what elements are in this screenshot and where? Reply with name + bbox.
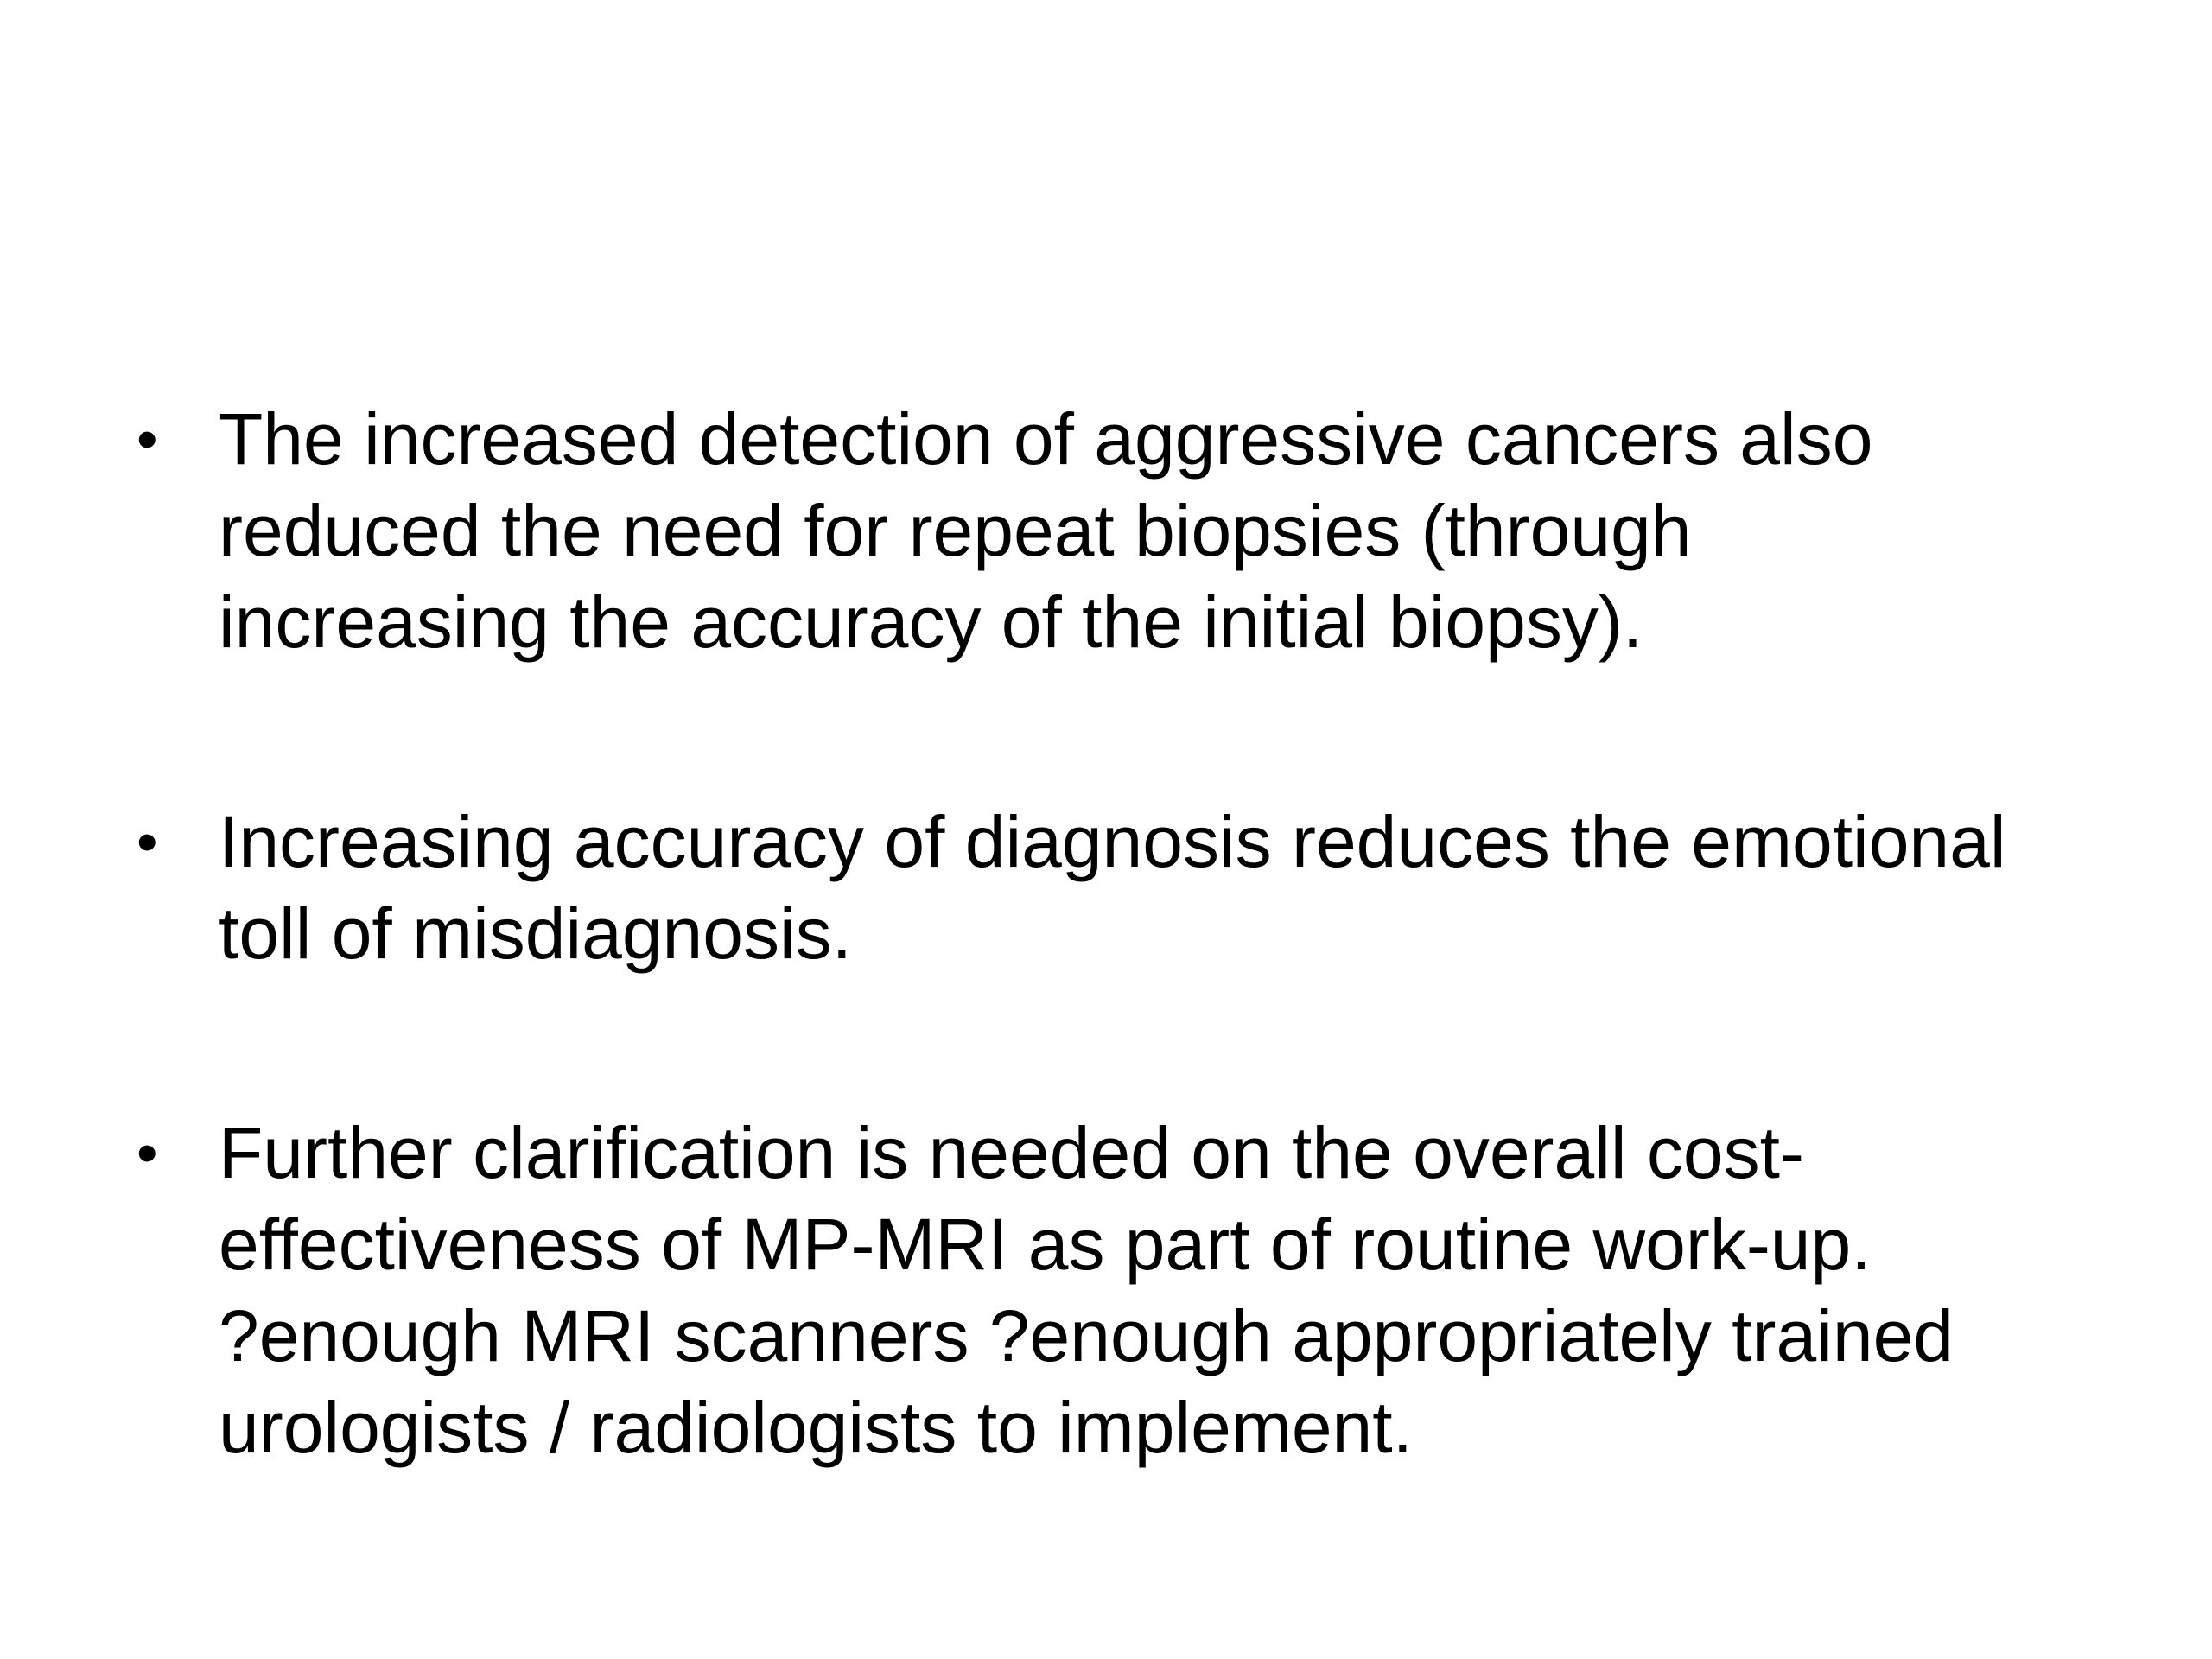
bullet-text-line: Increasing accuracy of diagnosis reduces the emotional xyxy=(219,801,2006,882)
bullet-list xyxy=(130,393,2117,1473)
bullet-marker: • xyxy=(137,1119,158,1186)
bullet-text-line: toll of misdiagnosis. xyxy=(219,893,852,974)
bullet-marker: • xyxy=(137,405,158,473)
bullet-text-line: increasing the accuracy of the initial biopsy). xyxy=(219,582,1643,663)
bullet-text-line: The increased detection of aggressive cancers also xyxy=(219,398,1873,480)
bullet-text-line: ?enough MRI scanners ?enough appropriately trained xyxy=(219,1295,1955,1376)
bullet-item xyxy=(130,393,2117,668)
bullet-item xyxy=(130,796,2117,979)
bullet-marker: • xyxy=(137,808,158,875)
bullet-item xyxy=(130,1107,2117,1473)
bullet-text-line: reduced the need for repeat biopsies (through xyxy=(219,490,1692,571)
bullet-text-line: effectiveness of MP-MRI as part of routine work-up. xyxy=(219,1204,1872,1285)
bullet-text-line: Further clarification is needed on the overall cost- xyxy=(219,1112,1804,1193)
bullet-text-line: urologists / radiologists to implement. xyxy=(219,1387,1413,1468)
